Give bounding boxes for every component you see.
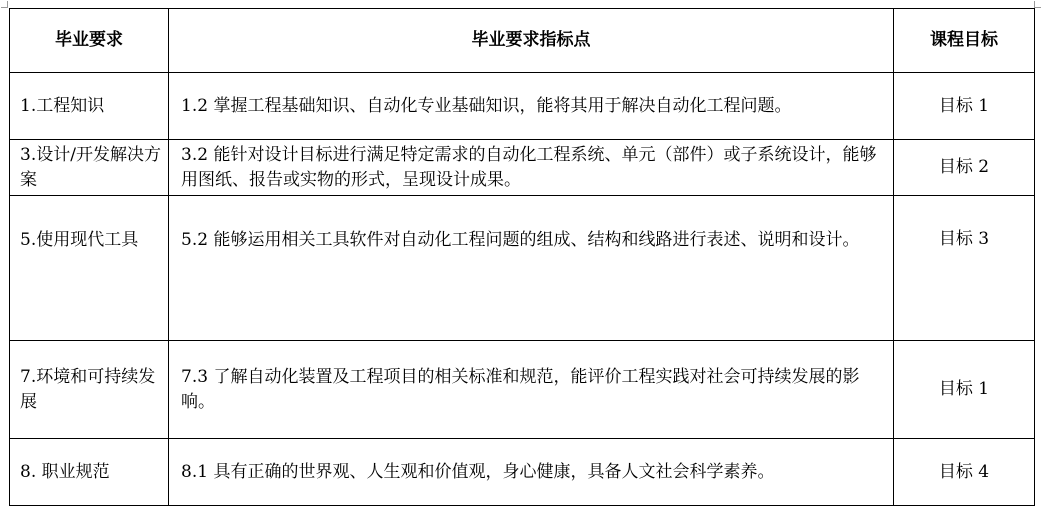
table-row	[10, 341, 1035, 439]
header-requirement-indicator: 毕业要求指标点	[169, 9, 894, 73]
table-row	[10, 196, 1035, 341]
header-graduation-requirement: 毕业要求	[10, 9, 169, 73]
indicator-cell: 8.1 具有正确的世界观、人生观和价值观，身心健康，具备人文社会科学素养。	[169, 439, 894, 506]
objective-cell: 目标 1	[894, 341, 1035, 439]
indicator-cell: 7.3 了解自动化装置及工程项目的相关标准和规范，能评价工程实践对社会可持续发展的影响。	[169, 341, 894, 439]
table-row	[10, 140, 1035, 196]
header-course-objective: 课程目标	[894, 9, 1035, 73]
requirement-cell: 7.环境和可持续发展	[10, 341, 169, 439]
graduation-requirements-table	[9, 8, 1035, 506]
requirement-cell: 3.设计/开发解决方案	[10, 140, 169, 196]
indicator-cell: 1.2 掌握工程基础知识、自动化专业基础知识，能将其用于解决自动化工程问题。	[169, 73, 894, 140]
objective-cell: 目标 1	[894, 73, 1035, 140]
requirement-cell: 5.使用现代工具	[10, 196, 169, 341]
table-header-row	[10, 9, 1035, 73]
page-corner-mark-left	[1, 1, 8, 8]
objective-cell: 目标 2	[894, 140, 1035, 196]
table-row	[10, 73, 1035, 140]
indicator-cell: 3.2 能针对设计目标进行满足特定需求的自动化工程系统、单元（部件）或子系统设计，能够用图纸、报告或实物的形式，呈现设计成果。	[169, 140, 894, 196]
table-row	[10, 439, 1035, 506]
indicator-cell: 5.2 能够运用相关工具软件对自动化工程问题的组成、结构和线路进行表述、说明和设计。	[169, 196, 894, 341]
requirement-cell: 8. 职业规范	[10, 439, 169, 506]
objective-cell: 目标 3	[894, 196, 1035, 341]
page-corner-mark-right	[1034, 1, 1041, 8]
objective-cell: 目标 4	[894, 439, 1035, 506]
requirement-cell: 1.工程知识	[10, 73, 169, 140]
